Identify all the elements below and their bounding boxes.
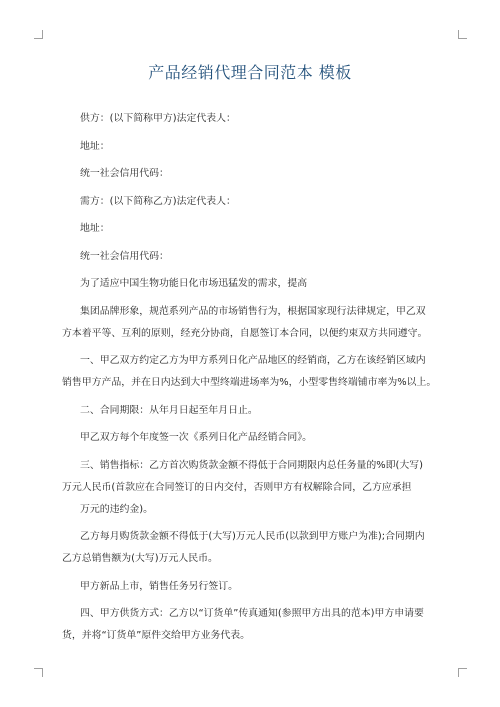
supplier-credit-code-line: 统一社会信用代码： bbox=[80, 168, 169, 179]
document-body bbox=[62, 112, 442, 642]
preamble-line-3: 方本着平等、互利的原则，经充分协商，自愿签订本合同，以便约束双方共同遵守。 bbox=[62, 327, 428, 339]
crop-mark-top-right bbox=[458, 30, 467, 39]
clause-3-line-3: 万元的违约金)。 bbox=[80, 503, 153, 515]
crop-mark-top-left bbox=[34, 30, 43, 39]
monthly-target-line-1: 乙方每月购货款金额不得低于(大写)万元人民币(以款到甲方账户为准);合同期内 bbox=[80, 531, 425, 542]
supplier-address-line: 地址： bbox=[80, 140, 110, 152]
preamble-line-2: 集团品牌形象，规范系列产品的市场销售行为，根据国家现行法律规定，甲乙双 bbox=[80, 305, 426, 317]
clause-1-line-1: 一、甲乙双方约定乙方为甲方系列日化产品地区的经销商，乙方在该经销区域内 bbox=[80, 355, 426, 366]
clause-3-line-2: 万元人民币(首款应在合同签订的日内交付，否则甲方有权解除合同，乙方应承担 bbox=[62, 481, 412, 493]
supplier-line: 供方：(以下简称甲方)法定代表人： bbox=[80, 113, 236, 124]
preamble-line-1: 为了适应中国生物功能日化市场迅猛发的需求，提高 bbox=[80, 278, 308, 289]
document-title: 产品经销代理合同范本 模板 bbox=[148, 63, 352, 82]
new-product-line: 甲方新品上市，销售任务另行签订。 bbox=[80, 580, 239, 592]
clause-3-line-1: 三、销售指标：乙方首次购货款金额不得低于合同期限内总任务量的%即(大写) bbox=[80, 459, 423, 471]
buyer-address-line: 地址： bbox=[80, 223, 110, 234]
clause-2-annual-line: 甲乙双方每个年度签一次《系列日化产品经销合同》。 bbox=[80, 432, 313, 443]
crop-mark-bottom-right bbox=[458, 668, 467, 677]
clause-2-line: 二、合同期限：从年月日起至年月日止。 bbox=[80, 404, 258, 416]
clause-4-line-1: 四、甲方供货方式：乙方以“订货单”传真通知(参照甲方出具的范本)甲方申请要 bbox=[80, 608, 424, 619]
clause-1-line-2: 销售甲方产品，并在日内达到大中型终端进场率为%，小型零售终端铺市率为%以上。 bbox=[62, 377, 437, 388]
buyer-line: 需方：(以下简称乙方)法定代表人： bbox=[80, 195, 236, 207]
crop-mark-bottom-left bbox=[34, 668, 43, 677]
buyer-credit-code-line: 统一社会信用代码： bbox=[80, 250, 169, 262]
clause-4-line-2: 货，并将“订货单”原件交给甲方业务代表。 bbox=[62, 630, 250, 641]
monthly-target-line-2: 乙方总销售额为(大写)万元人民币。 bbox=[62, 553, 218, 564]
